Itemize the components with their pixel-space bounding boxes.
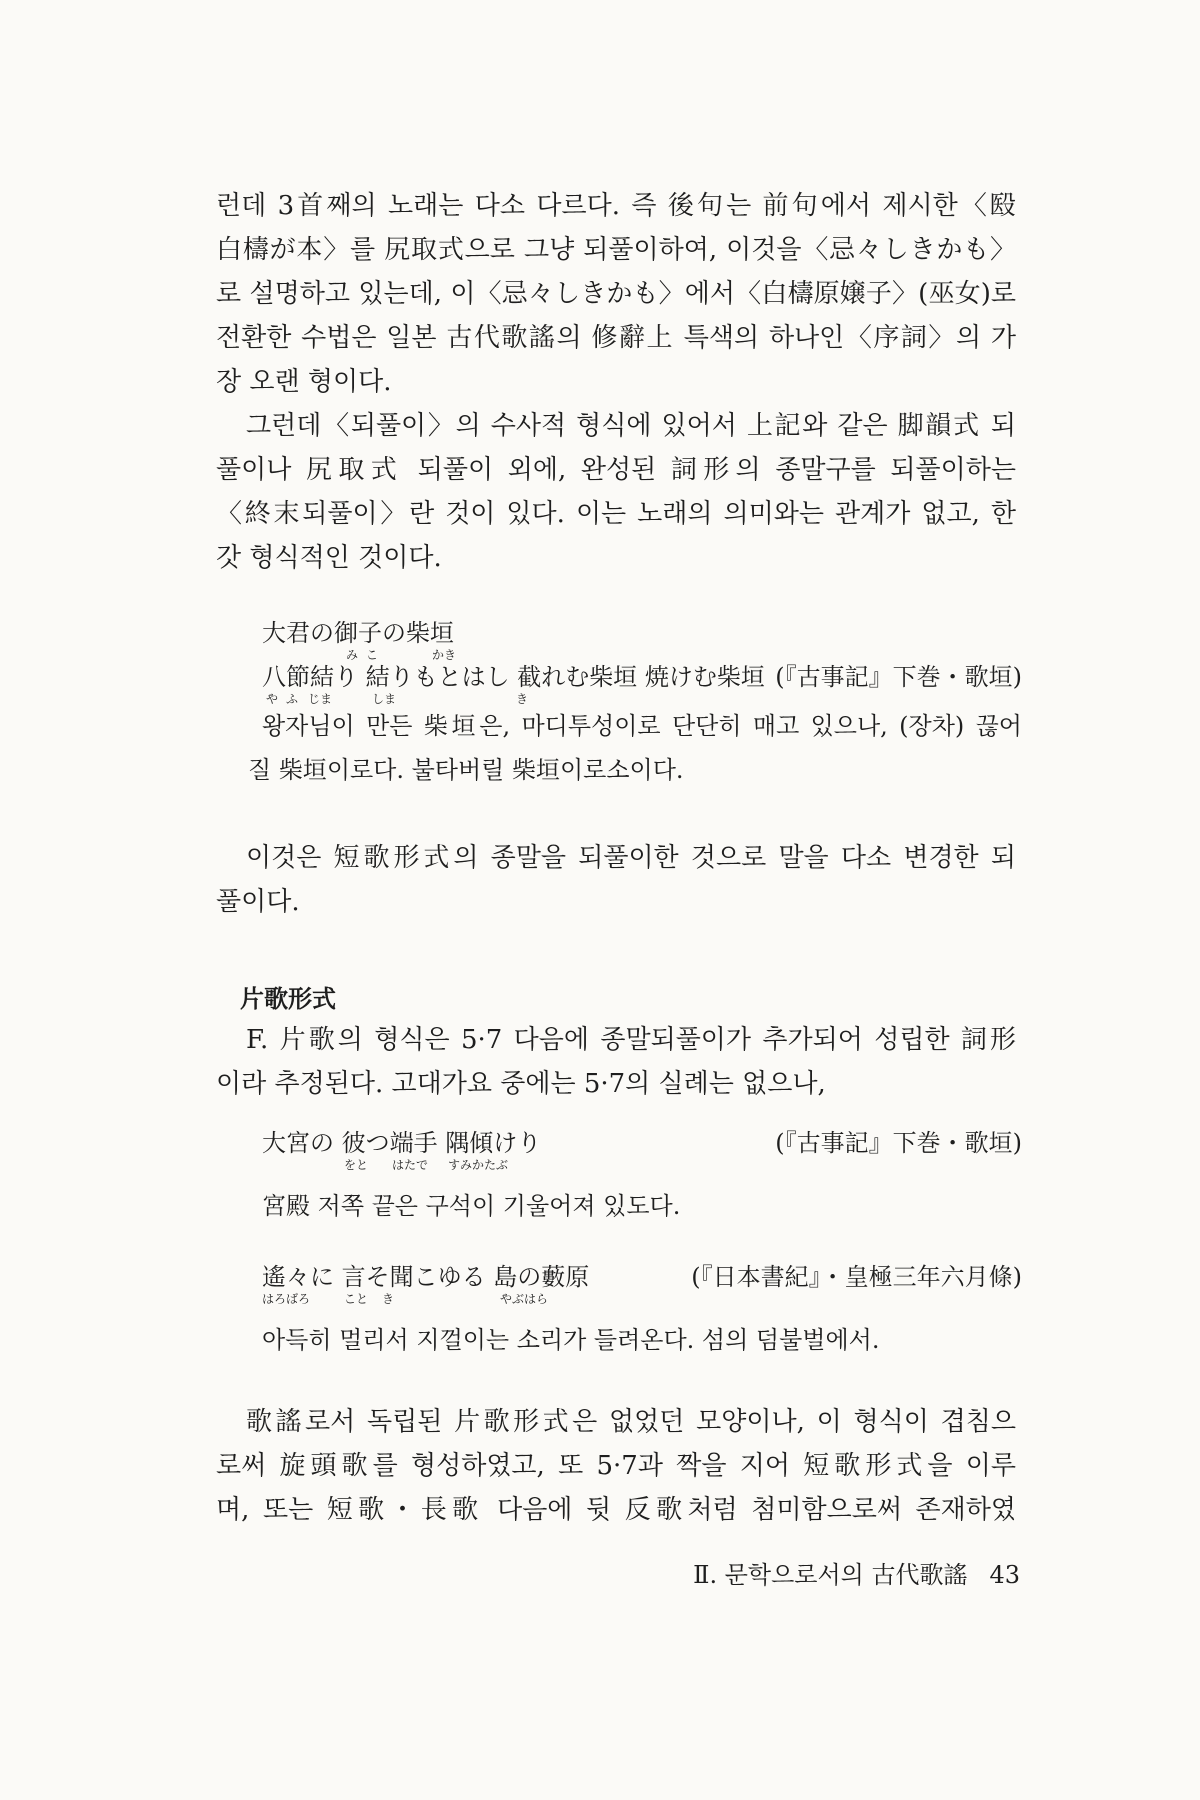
translation-line: 宮殿 저쪽 끝은 구석이 기울어져 있도다. (262, 1192, 681, 1220)
ruby-text: はたで (392, 1158, 429, 1172)
paragraph-4 (216, 1018, 1016, 1106)
ruby-text: き (516, 692, 529, 706)
ruby-text: き (382, 1292, 395, 1306)
ruby-annotation (262, 648, 1022, 662)
ruby-text: すみかたぶ (448, 1158, 509, 1172)
ruby-text: こ (366, 648, 379, 662)
poem-text: 八節結り 結りもとはし 截れむ柴垣 焼けむ柴垣 (262, 663, 765, 691)
text-line: F. 片歌의 형식은 5·7 다음에 종말되풀이가 추가되어 성립한 詞形 (246, 1025, 1016, 1055)
section-heading: 片歌形式 (240, 984, 336, 1013)
poem-line (262, 1262, 1022, 1292)
ruby-text: じま (308, 692, 333, 706)
ruby-text: やぶはら (500, 1292, 549, 1306)
text-line: 로써 旋頭歌를 형성하였고, 또 5·7과 짝을 지어 短歌形式을 이루 (216, 1451, 1016, 1481)
translation-line: 질 柴垣이로다. 불타버릴 柴垣이로소이다. (248, 756, 684, 784)
poem-quote-2 (262, 1128, 1022, 1172)
paragraph-3 (216, 836, 1016, 924)
poem-text: 大宮の 彼つ端手 隅傾けり (262, 1129, 542, 1157)
paragraph-1 (216, 184, 1016, 404)
running-title: Ⅱ. 문학으로서의 古代歌謠 (693, 1561, 968, 1589)
poem-text: 遙々に 言そ聞こゆる 島の藪原 (262, 1263, 590, 1291)
poem-line (262, 1128, 1022, 1158)
text-line: 로 설명하고 있는데, 이〈忌々しきかも〉에서〈白檮原嬢子〉(巫女)로 (216, 279, 1016, 309)
text-line: 그런데〈되풀이〉의 수사적 형식에 있어서 上記와 같은 脚韻式 되 (246, 411, 1016, 441)
poem-quote-3 (262, 1262, 1022, 1306)
paragraph-2 (216, 404, 1016, 580)
text-line: 풀이다. (216, 887, 300, 917)
ruby-text: ふ (286, 692, 299, 706)
translation-line: 아득히 멀리서 지껄이는 소리가 들려온다. 섬의 덤불벌에서. (262, 1326, 880, 1354)
poem-translation-3 (262, 1318, 1022, 1362)
ruby-text: み (346, 648, 359, 662)
ruby-text: はろばろ (262, 1292, 311, 1306)
text-line: 〈終末되풀이〉란 것이 있다. 이는 노래의 의미와는 관계가 없고, 한 (216, 499, 1016, 529)
ruby-text: しま (372, 692, 397, 706)
ruby-annotation (262, 1158, 1022, 1172)
ruby-text: こと (344, 1292, 369, 1306)
page-number: 43 (989, 1561, 1020, 1589)
text-line: 장 오랜 형이다. (216, 367, 392, 397)
text-line: 이것은 短歌形式의 종말을 되풀이한 것으로 말을 다소 변경한 되 (246, 843, 1016, 873)
translation-line: 왕자님이 만든 柴垣은, 마디투성이로 단단히 매고 있으나, (장차) 끊어 (262, 712, 1022, 740)
text-line: 며, 또는 短歌・長歌 다음에 뒷 反歌처럼 첨미함으로써 존재하였 (216, 1495, 1016, 1525)
poem-line: 大君の御子の柴垣 (262, 619, 454, 647)
poem-line (262, 662, 1022, 692)
poem-translation-2 (262, 1184, 1022, 1228)
text-line: 런데 3首째의 노래는 다소 다르다. 즉 後句는 前句에서 제시한〈殹 (216, 191, 1016, 221)
text-line: 풀이나 尻取式 되풀이 외에, 완성된 詞形의 종말구를 되풀이하는 (216, 455, 1016, 485)
text-line: 白檮が本〉를 尻取式으로 그냥 되풀이하여, 이것을〈忌々しきかも〉 (216, 235, 1016, 265)
ruby-text: かき (432, 648, 457, 662)
text-line: 전환한 수법은 일본 古代歌謠의 修辭上 특색의 하나인〈序詞〉의 가 (216, 323, 1016, 353)
paragraph-5 (216, 1400, 1016, 1532)
ruby-annotation (262, 1292, 1022, 1306)
ruby-text: をと (344, 1158, 369, 1172)
poem-quote-1 (262, 618, 1022, 706)
text-line: 歌謠로서 독립된 片歌形式은 없었던 모양이나, 이 형식이 겹침으 (246, 1407, 1016, 1437)
page-footer (660, 1560, 1020, 1590)
poem-translation-1 (248, 704, 1022, 792)
ruby-text: や (266, 692, 279, 706)
text-line: 갓 형식적인 것이다. (216, 543, 442, 573)
poem-source: (『日本書紀』・皇極三年六月條) (691, 1263, 1022, 1291)
poem-source: (『古事記』下巻・歌垣) (775, 1129, 1022, 1157)
text-line: 이라 추정된다. 고대가요 중에는 5·7의 실례는 없으나, (216, 1069, 826, 1099)
poem-source: (『古事記』下巻・歌垣) (775, 663, 1022, 691)
